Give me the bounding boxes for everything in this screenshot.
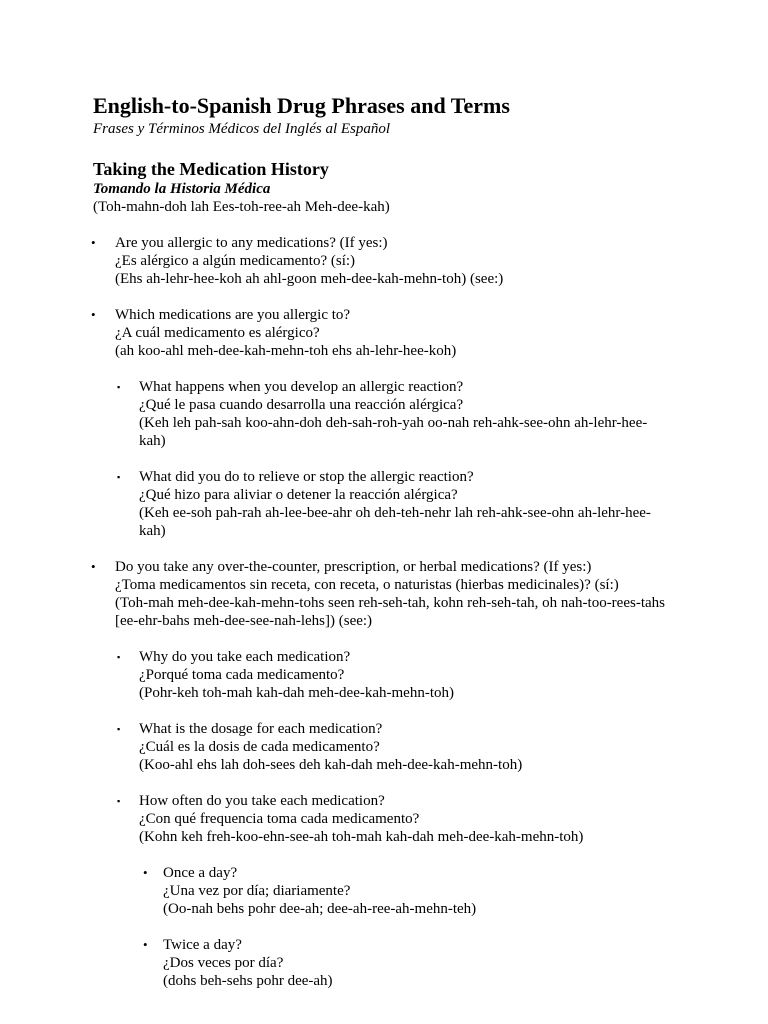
pronunciation: (ah koo-ahl meh-dee-kah-mehn-toh ehs ah-lehr-hee-koh) bbox=[115, 343, 457, 359]
spanish-phrase: ¿Una vez por día; diariamente? bbox=[163, 883, 351, 899]
document-title: English-to-Spanish Drug Phrases and Terms bbox=[93, 93, 510, 118]
pronunciation: (Keh ee-soh pah-rah ah-lee-bee-ahr oh deh-teh-nehr lah reh-ahk-see-ohn ah-lehr-hee-kah) bbox=[139, 505, 651, 539]
pronunciation: (Oo-nah behs pohr dee-ah; dee-ah-ree-ah-mehn-teh) bbox=[163, 901, 477, 917]
english-phrase: Why do you take each medication? bbox=[139, 649, 351, 665]
spanish-phrase: ¿Qué le pasa cuando desarrolla una reacción alérgica? bbox=[139, 397, 464, 413]
list-item bbox=[93, 306, 673, 360]
english-phrase: Which medications are you allergic to? bbox=[115, 307, 351, 323]
square-bullet-icon: ▪ bbox=[117, 382, 121, 392]
english-phrase: How often do you take each medication? bbox=[139, 793, 385, 809]
spanish-phrase: ¿Toma medicamentos sin receta, con receta, o naturistas (hierbas medicinales)? (sí:) bbox=[115, 577, 619, 593]
english-phrase: Do you take any over-the-counter, prescription, or herbal medications? (If yes:) bbox=[115, 559, 592, 575]
spanish-phrase: ¿A cuál medicamento es alérgico? bbox=[115, 325, 320, 341]
english-phrase: What happens when you develop an allergic reaction? bbox=[139, 379, 464, 395]
list-item bbox=[93, 792, 673, 846]
round-bullet-icon: • bbox=[143, 937, 148, 952]
section-pronunciation: (Toh-mahn-doh lah Ees-toh-ree-ah Meh-dee-kah) bbox=[93, 199, 390, 215]
round-bullet-icon: • bbox=[91, 235, 96, 250]
list-item bbox=[93, 720, 673, 774]
english-phrase: Twice a day? bbox=[163, 937, 242, 953]
list-item bbox=[93, 234, 673, 288]
section-subtitle: Tomando la Historia Médica bbox=[93, 181, 271, 197]
list-item bbox=[93, 468, 673, 540]
section-title: Taking the Medication History bbox=[93, 159, 329, 179]
spanish-phrase: ¿Dos veces por día? bbox=[163, 955, 284, 971]
round-bullet-icon: • bbox=[91, 307, 96, 322]
spanish-phrase: ¿Qué hizo para aliviar o detener la reacción alérgica? bbox=[139, 487, 458, 503]
list-item bbox=[93, 864, 673, 918]
list-item bbox=[93, 378, 673, 450]
spanish-phrase: ¿Es alérgico a algún medicamento? (sí:) bbox=[115, 253, 356, 269]
square-bullet-icon: ▪ bbox=[117, 472, 121, 482]
list-item bbox=[93, 936, 673, 990]
list-item bbox=[93, 648, 673, 702]
square-bullet-icon: ▪ bbox=[117, 724, 121, 734]
english-phrase: What is the dosage for each medication? bbox=[139, 721, 383, 737]
square-bullet-icon: ▪ bbox=[117, 796, 121, 806]
document-page bbox=[93, 93, 673, 990]
english-phrase: Are you allergic to any medications? (If yes:) bbox=[115, 235, 388, 251]
english-phrase: Once a day? bbox=[163, 865, 238, 881]
pronunciation: (Pohr-keh toh-mah kah-dah meh-dee-kah-mehn-toh) bbox=[139, 685, 454, 701]
list-item bbox=[93, 558, 673, 630]
pronunciation: (Keh leh pah-sah koo-ahn-doh deh-sah-roh-yah oo-nah reh-ahk-see-ohn ah-lehr-hee-kah) bbox=[139, 415, 648, 449]
round-bullet-icon: • bbox=[91, 559, 96, 574]
english-phrase: What did you do to relieve or stop the allergic reaction? bbox=[139, 469, 474, 485]
spanish-phrase: ¿Porqué toma cada medicamento? bbox=[139, 667, 345, 683]
document-subtitle: Frases y Términos Médicos del Inglés al Español bbox=[93, 121, 391, 137]
spanish-phrase: ¿Con qué frequencia toma cada medicamento? bbox=[139, 811, 420, 827]
phrase-list bbox=[93, 234, 673, 990]
square-bullet-icon: ▪ bbox=[117, 652, 121, 662]
pronunciation: (dohs beh-sehs pohr dee-ah) bbox=[163, 973, 333, 989]
spanish-phrase: ¿Cuál es la dosis de cada medicamento? bbox=[139, 739, 380, 755]
pronunciation: (Koo-ahl ehs lah doh-sees deh kah-dah meh-dee-kah-mehn-toh) bbox=[139, 757, 523, 773]
round-bullet-icon: • bbox=[143, 865, 148, 880]
pronunciation: (Ehs ah-lehr-hee-koh ah ahl-goon meh-dee-kah-mehn-toh) (see:) bbox=[115, 271, 504, 287]
pronunciation: (Kohn keh freh-koo-ehn-see-ah toh-mah kah-dah meh-dee-kah-mehn-toh) bbox=[139, 829, 584, 845]
pronunciation: (Toh-mah meh-dee-kah-mehn-tohs seen reh-seh-tah, kohn reh-seh-tah, oh nah-too-rees-tahs [ee-ehr-bahs meh-dee-see-nah-lehs]) (see:) bbox=[115, 595, 665, 629]
